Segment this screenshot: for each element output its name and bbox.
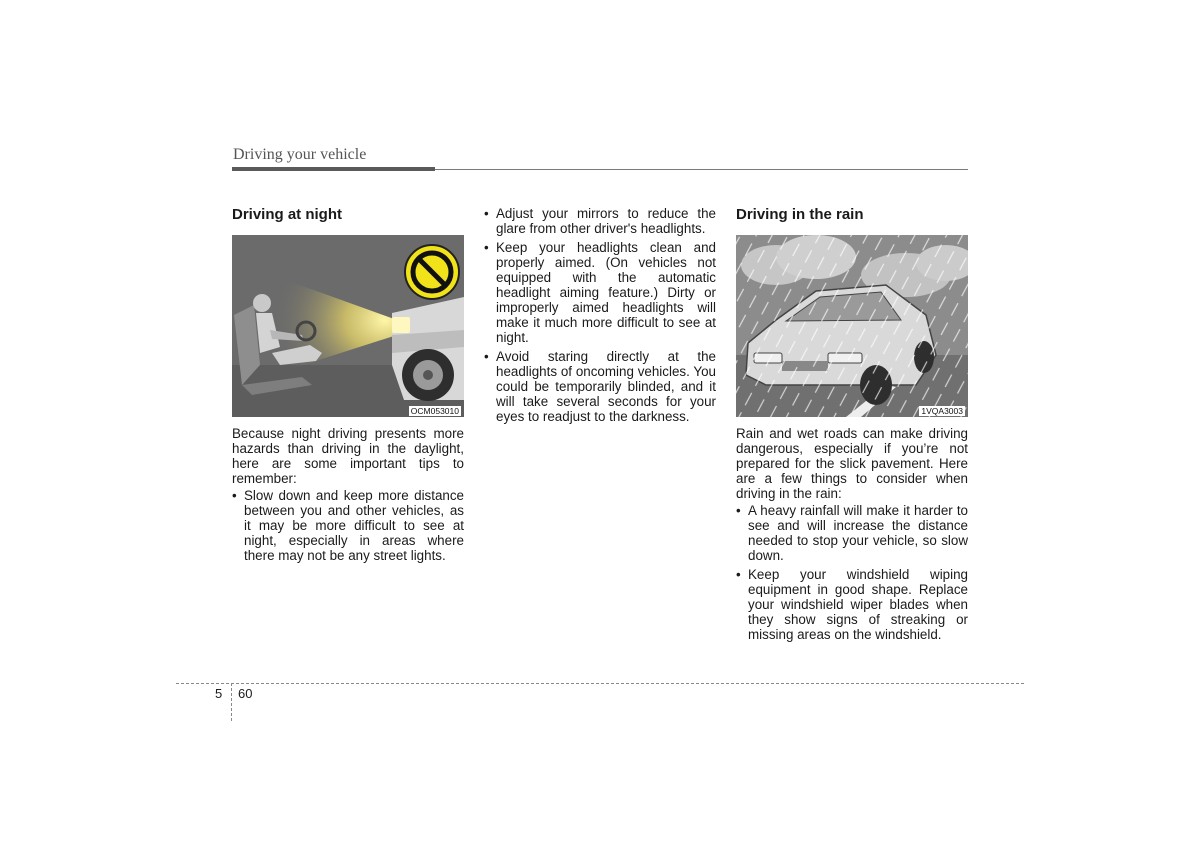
night-driving-image	[232, 235, 464, 417]
rain-tip: • Keep your windshield wiping equipment in good shape. Replace your windshield wiper blades when they show signs of streaking or missing areas on the windshield.	[736, 567, 968, 642]
rain-tips-list	[736, 503, 968, 642]
night-tips-list-continued	[484, 206, 716, 424]
night-tip: • Avoid staring directly at the headlights of oncoming vehicles. You could be temporarily blinded, and it will take several seconds for your eyes to readjust to the darkness.	[484, 349, 716, 424]
footer-divider	[231, 683, 232, 721]
night-illustration	[232, 235, 464, 417]
night-column-continued	[484, 206, 716, 428]
page-number: 60	[238, 686, 253, 701]
rain-heading: Driving in the rain	[736, 206, 864, 223]
figure-code: 1VQA3003	[921, 406, 963, 416]
figure-code: OCM053010	[410, 406, 459, 416]
rain-column	[736, 205, 968, 646]
header-rule-thin	[435, 169, 968, 170]
chapter-number: 5	[215, 686, 223, 701]
night-intro: Because night driving presents more hazards than driving in the daylight, here are some important tips to remember:	[232, 426, 464, 486]
night-tip: • Slow down and keep more distance between you and other vehicles, as it may be more difficult to see at night, especially in areas where there may not be any street lights.	[232, 488, 464, 563]
night-column	[232, 205, 464, 567]
rain-intro: Rain and wet roads can make driving dangerous, especially if you’re not prepared for the slick pavement. Here are a few things to consider when driving in the rain:	[736, 426, 968, 501]
rain-illustration	[736, 235, 968, 417]
section-title: Driving your vehicle	[233, 146, 367, 163]
night-tip: • Adjust your mirrors to reduce the glare from other driver's headlights.	[484, 206, 716, 236]
night-heading: Driving at night	[232, 206, 342, 223]
night-tip: • Keep your headlights clean and properly aimed. (On vehicles not equipped with the automatic headlight aiming feature.) Dirty or improperly aimed headlights will make it much more difficult to see at night.	[484, 240, 716, 345]
night-tips-list	[232, 488, 464, 563]
rain-tip: • A heavy rainfall will make it harder to see and will increase the distance needed to stop your vehicle, so slow down.	[736, 503, 968, 563]
footer-rule	[176, 683, 1024, 684]
header-rule	[232, 167, 435, 171]
rain-driving-image	[736, 235, 968, 417]
